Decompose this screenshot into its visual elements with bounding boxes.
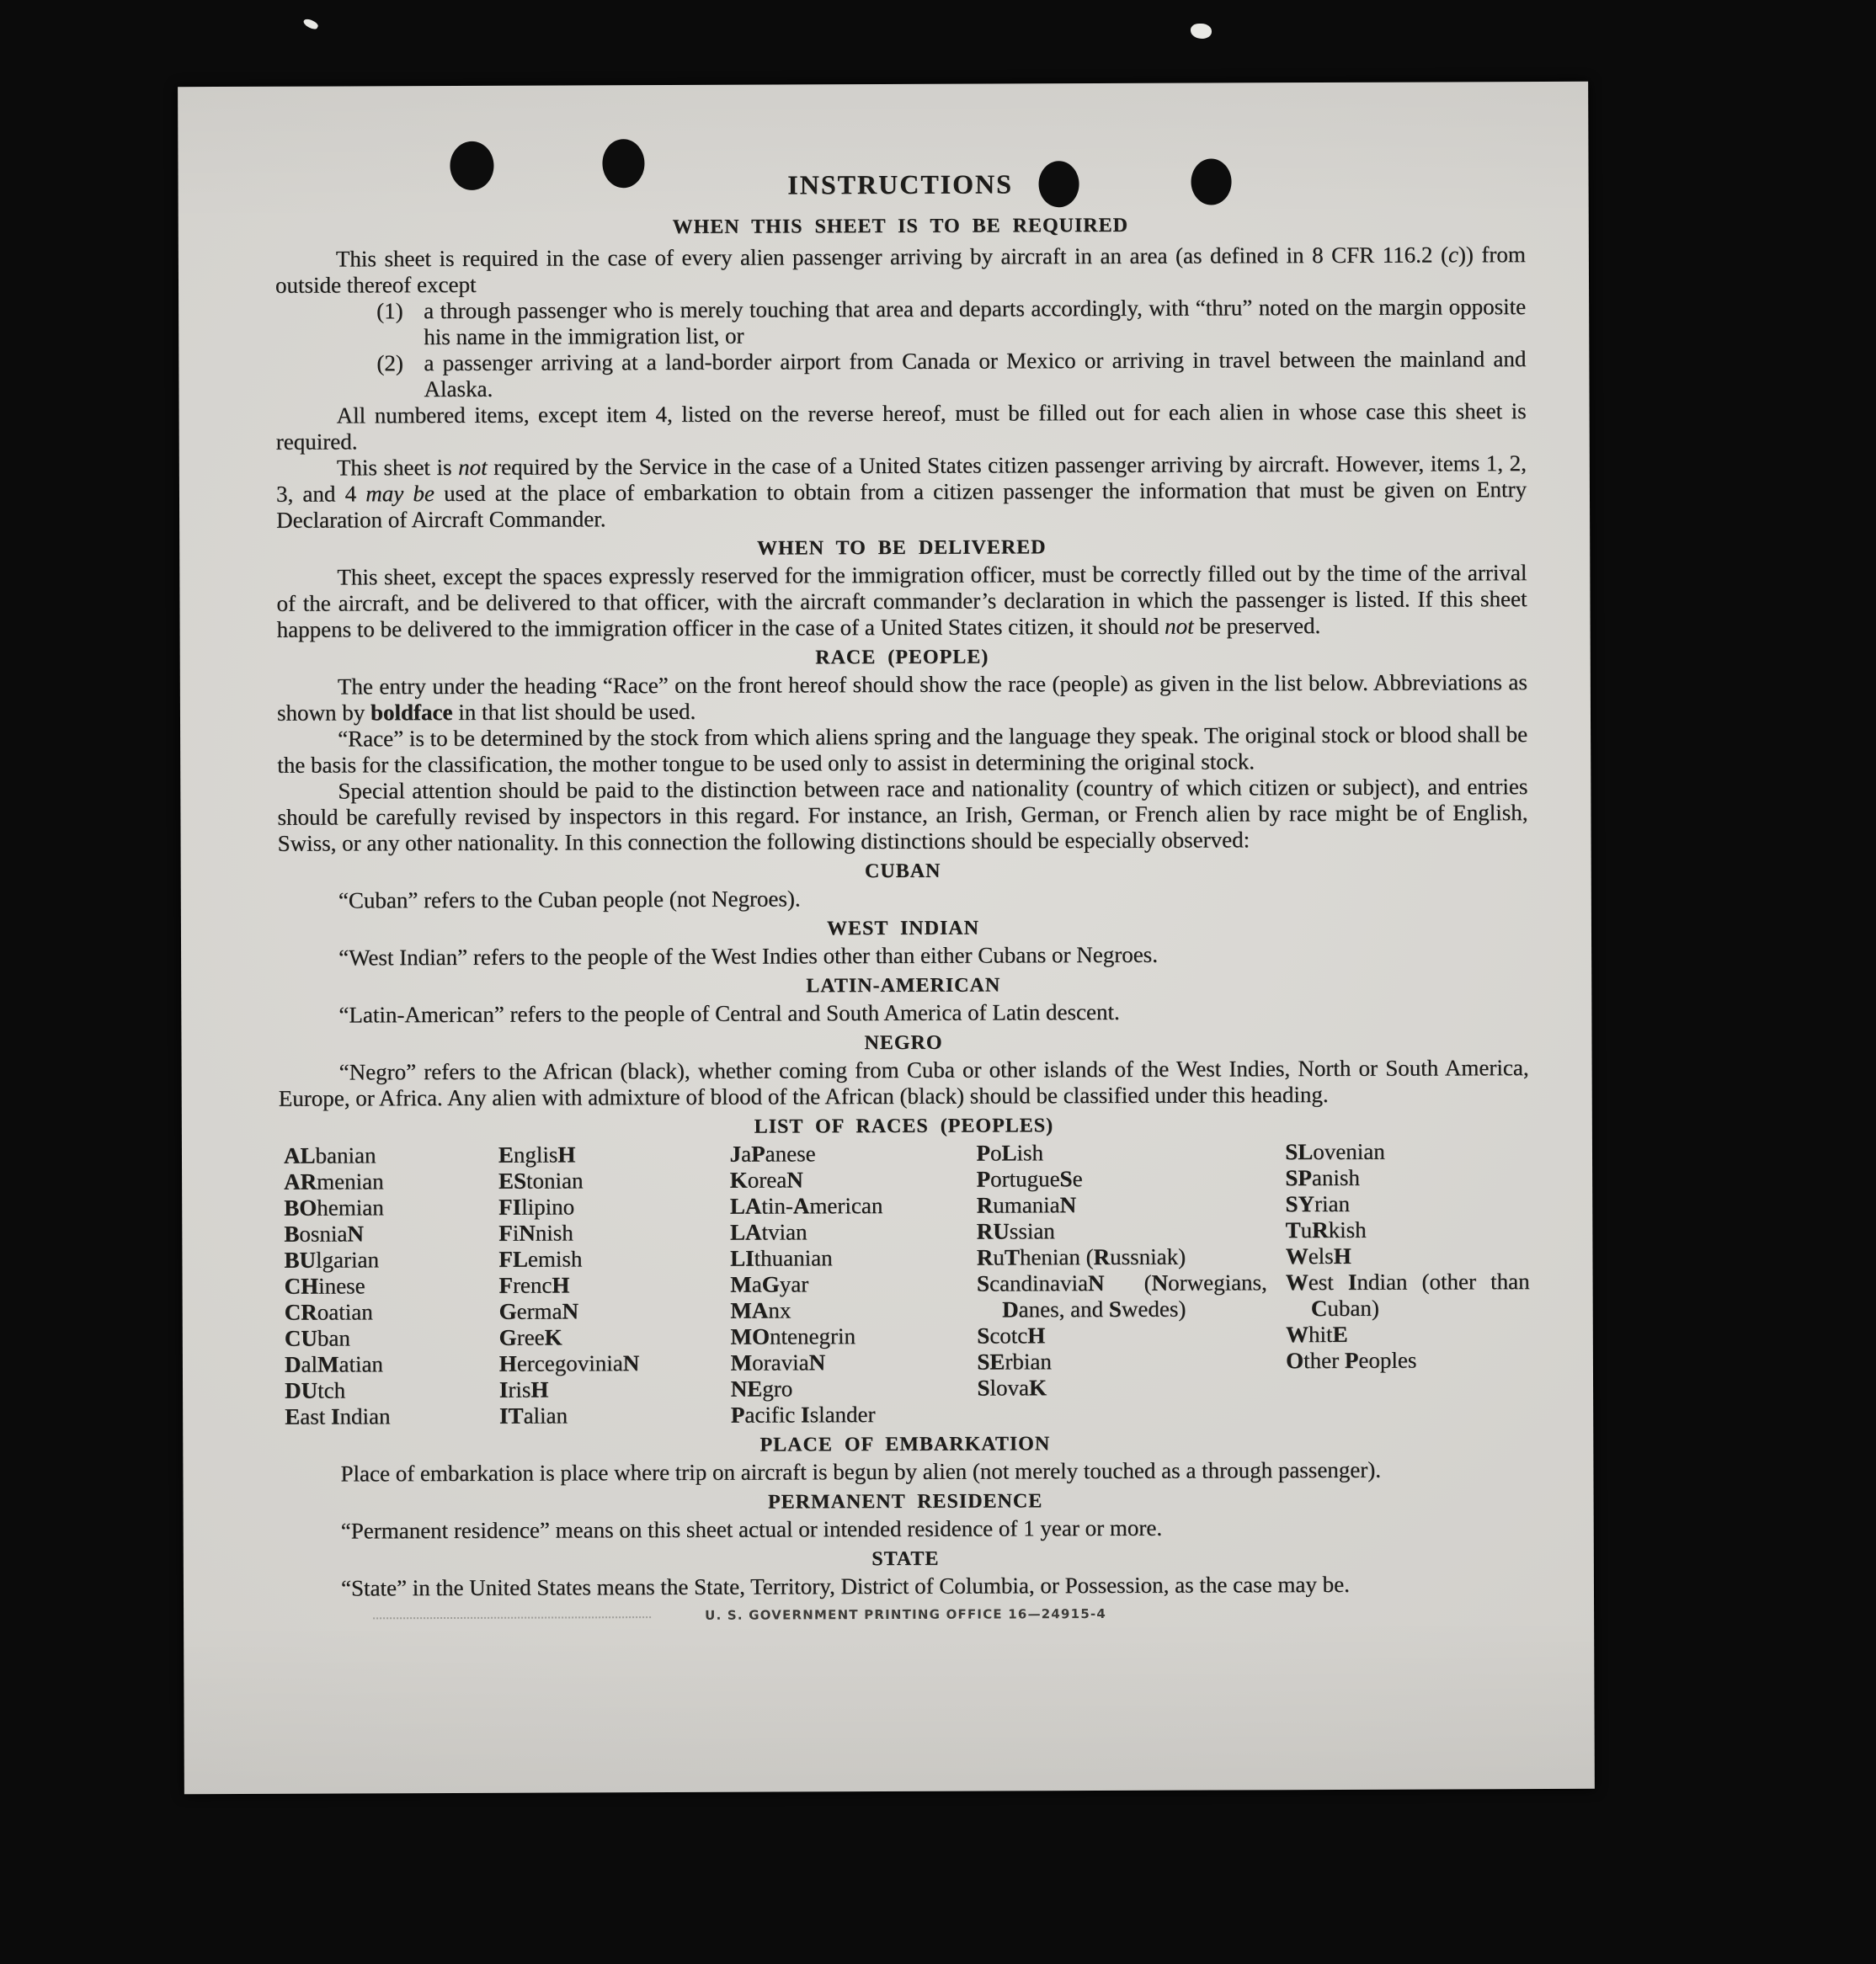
race-item: WhitE [1285,1321,1348,1348]
race-item: WelsH [1285,1243,1351,1269]
race-item: FIlipino [498,1194,575,1220]
paragraph: “Permanent residence” means on this sheet actual or intended residence of 1 year or more. [340,1514,1163,1544]
page-title: INSTRUCTIONS [787,168,1013,200]
race-item: SlovaK [977,1375,1047,1401]
punch-hole [602,139,644,188]
race-item: JaPanese [729,1141,816,1167]
section-heading-west-indian: WEST INDIAN [826,917,979,940]
race-item: West Indian (other than Cuban) [1285,1269,1530,1322]
paragraph-text: This sheet is required in the case of every alien passenger arriving by aircraft in an area (as defined in 8 CFR 116.2 ( [335,242,1448,272]
race-item: DUtch [285,1377,346,1403]
race-item: MOntenegrin [730,1323,855,1349]
race-item: MaGyar [730,1271,809,1297]
race-item: RUssian [976,1218,1055,1244]
races-column [284,1142,499,1430]
race-item: LIthuanian [730,1245,833,1271]
paragraph-text: in that list should be used. [452,698,696,725]
italic-text: c [1447,242,1458,268]
paragraph: “State” in the United States means the State, Territory, District of Columbia, or Possession, as the case may be. [340,1571,1350,1601]
list-item [376,294,1526,350]
race-item: ALbanian [283,1142,376,1168]
race-item: BosniaN [284,1221,364,1247]
race-item: ScotcH [977,1323,1046,1349]
italic-text: not [457,454,488,480]
section-heading-residence: PERMANENT RESIDENCE [767,1490,1043,1514]
section-heading-latin-american: LATIN-AMERICAN [806,974,1001,998]
item-text: a through passenger who is merely touching that area and departs accordingly, with “thru” noted on the margin opposite his name in the immigration list, or [424,294,1527,350]
race-item: FLemish [498,1246,583,1272]
section-heading-races-list: LIST OF RACES (PEOPLES) [754,1115,1054,1138]
race-item: Other Peoples [1286,1347,1417,1374]
race-item: NEgro [730,1376,793,1402]
race-item: SYrian [1285,1190,1350,1217]
races-table [279,1138,1530,1430]
section-heading-embarkation: PLACE OF EMBARKATION [759,1433,1051,1456]
races-column [976,1139,1286,1427]
race-item: RuThenian (Russniak) [976,1243,1186,1270]
race-item: GermaN [498,1298,579,1324]
punch-hole [1038,161,1079,207]
races-column [498,1142,731,1429]
scanned-document-page [178,82,1595,1794]
footer [280,1604,1531,1626]
item-number: (1) [376,298,403,324]
bold-text: boldface [370,699,453,726]
race-item: IrisH [498,1376,549,1402]
race-item: DalMatian [284,1351,383,1377]
paragraph-text: be preserved. [1193,613,1321,639]
paragraph: “Cuban” refers to the Cuban people (not Negroes). [338,886,801,913]
race-item: PortugueSe [976,1166,1083,1192]
paragraph-text: used at the place of embarkation to obtain from a citizen passenger the information that must be given on Entry Declaration of Aircraft Commander. [276,476,1527,533]
paragraph-text: required by the Service in the case of a United States citizen passenger arriving by aircraft. However, items 1, 2, 3, and 4 [275,450,1527,507]
race-item: BUlgarian [284,1247,380,1273]
race-item: SErbian [977,1349,1052,1375]
race-item: SLovenian [1285,1138,1385,1165]
race-item: FiNnish [498,1220,573,1246]
item-text: a passenger arriving at a land-border airport from Canada or Mexico or arriving in travel between the mainland and Alaska. [424,346,1527,402]
race-item: KoreaN [729,1167,803,1193]
paragraph [276,450,1527,534]
race-item: GreeK [498,1324,562,1350]
race-item: LAtin-American [729,1193,883,1219]
race-item: BOhemian [284,1195,384,1221]
race-item: PoLish [976,1140,1044,1166]
punch-hole [1191,158,1231,205]
paragraph-text: )) from outside thereof except [274,242,1526,298]
race-item: EStonian [498,1168,584,1194]
paragraph: All numbered items, except item 4, listed on the reverse hereof, must be filled out for each alien in whose case this sheet is required. [275,398,1527,455]
dust-speck [302,17,319,30]
race-item: ARmenian [284,1168,384,1195]
italic-text: may be [365,481,434,507]
race-item: MoraviaN [730,1349,826,1376]
paragraph-text: This sheet is [336,454,459,481]
paragraph [276,560,1527,643]
paragraph [275,242,1526,299]
race-item: RumaniaN [976,1192,1077,1218]
race-item: Pacific Islander [730,1402,876,1428]
races-column [730,1141,978,1429]
paragraph: Special attention should be paid to the distinction between race and nationality (country of which citizen or subject), and entries should be carefully revised by inspectors in this regard. For instance, an Irish, German, or French alien by race might be of English, Swiss, or any other nationality. In this connection the following distinctions should be especially observed: [277,774,1528,856]
paragraph: “Negro” refers to the African (black), whether coming from Cuba or other islands of the West Indies, North or South America, Europe, or Africa. Any alien with admixture of blood of the African (black) should be classified under this heading. [278,1055,1529,1111]
race-item: CRoatian [284,1299,373,1325]
dust-speck [1191,24,1212,39]
race-item: HercegoviniaN [498,1350,640,1376]
section-heading-race: RACE (PEOPLE) [815,646,989,669]
races-column [1285,1138,1530,1426]
race-item: SPanish [1285,1164,1360,1191]
race-item: CUban [284,1325,350,1351]
section-heading-required: WHEN THIS SHEET IS TO BE REQUIRED [672,214,1129,238]
race-item: ITalian [498,1402,568,1429]
list-item [376,346,1526,402]
document-content [178,82,1594,1626]
section-heading-state: STATE [871,1547,940,1571]
section-heading-cuban: CUBAN [864,860,941,883]
italic-text: not [1164,613,1194,639]
printing-office-note: U. S. GOVERNMENT PRINTING OFFICE 16—24915-4 [705,1606,1107,1623]
race-item: CHinese [284,1273,365,1299]
section-heading-negro: NEGRO [864,1031,943,1055]
race-item: TuRkish [1285,1216,1367,1243]
race-item: ScandinaviaN (Norwegians, Danes, and Swedes) [976,1269,1267,1323]
dotted-leader [373,1616,651,1619]
race-item: FrencH [498,1272,570,1298]
paragraph: “West Indian” refers to the people of the West Indies other than either Cubans or Negroes. [338,941,1158,971]
race-item: LAtvian [729,1219,807,1245]
race-item: MAnx [730,1297,791,1323]
paragraph: Place of embarkation is place where trip on aircraft is begun by alien (not merely touched as a through passenger). [340,1456,1382,1487]
paragraph-text: This sheet, except the spaces expressly reserved for the immigration officer, must be correctly filled out by the time of the arrival of the aircraft, and be delivered to that officer, with the aircraft commander’s declaration in which the passenger is listed. If this sheet happens to be delivered to the immigration officer in the case of a United States citizen, it should [276,560,1527,642]
punch-hole [450,141,493,190]
item-number: (2) [376,350,403,376]
paragraph: “Race” is to be determined by the stock from which aliens spring and the language they speak. The original stock or blood shall be the basis for the classification, the mother tongue to be used only to assist in determining the original stock. [277,721,1528,778]
paragraph-text: The entry under the heading “Race” on the front hereof should show the race (people) as given in the list below. Abbreviations as shown by [276,669,1527,726]
race-item: EnglisH [498,1142,576,1168]
section-heading-delivered: WHEN TO BE DELIVERED [756,536,1047,560]
race-item: East Indian [285,1403,391,1429]
paragraph: “Latin-American” refers to the people of Central and South America of Latin descent. [338,998,1120,1028]
paragraph [277,669,1527,727]
